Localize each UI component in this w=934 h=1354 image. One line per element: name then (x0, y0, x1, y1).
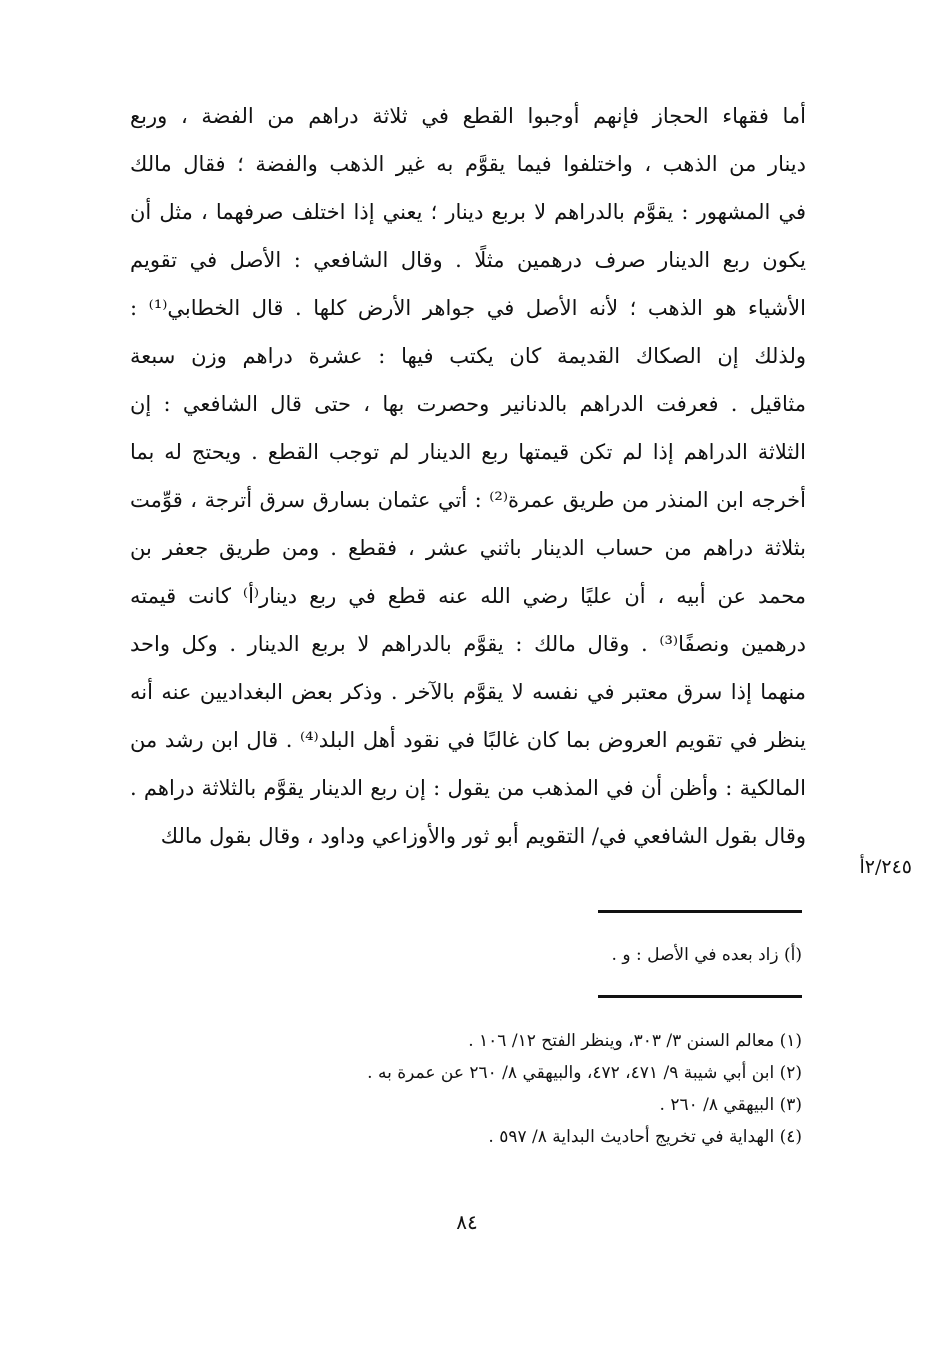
footnote: (٢) ابن أبي شيبة ٩/ ٤٧١، ٤٧٢، والبيهقي ٨/ ٢٦٠ عن عمرة به . (367, 1063, 802, 1083)
text-line: أخرجه ابن المنذر من طريق عمرة⁽²⁾ : أتي عثمان بسارق سرق أترجة ، قوِّمت (130, 488, 806, 512)
text-line: وقال بقول الشافعي في/ التقويم أبو ثور والأوزاعي وداود ، وقال بقول مالك (160, 824, 806, 848)
footnote-divider (598, 995, 802, 998)
text-line: محمد عن أبيه ، أن عليًا رضي الله عنه قطع في ربع دينار⁽أ⁾ كانت قيمته (130, 584, 806, 608)
editor-note: (أ) زاد بعده في الأصل : و . (611, 945, 802, 965)
text-line: المالكية : وأظن أن في المذهب من يقول : إن ربع الدينار يقوَّم بالثلاثة دراهم . (130, 776, 806, 800)
footnote: (١) معالم السنن ٣/ ٣٠٣، وينظر الفتح ١٢/ ١٠٦ . (468, 1031, 802, 1051)
footnote-divider (598, 910, 802, 913)
text-line: الأشياء هو الذهب ؛ لأنه الأصل في جواهر الأرض كلها . قال الخطابي⁽¹⁾ : (130, 296, 806, 320)
page-number: ٨٤ (456, 1210, 478, 1234)
manuscript-folio-reference: ٢/٢٤٥أ (859, 856, 912, 878)
text-line: درهمين ونصفًا⁽³⁾ . وقال مالك : يقوَّم بالدراهم لا بربع الدينار . وكل واحد (130, 632, 806, 656)
text-line: أما فقهاء الحجاز فإنهم أوجبوا القطع في ثلاثة دراهم من الفضة ، وربع (130, 104, 806, 128)
text-line: الثلاثة الدراهم إذا لم تكن قيمتها ربع الدينار لم توجب القطع . ويحتج له بما (130, 440, 806, 464)
text-line: في المشهور : يقوَّم بالدراهم لا بربع دينار ؛ يعني إذا اختلف صرفهما ، مثل أن (130, 200, 806, 224)
text-line: بثلاثة دراهم من حساب الدينار باثني عشر ، فقطع . ومن طريق جعفر بن (130, 536, 806, 560)
main-text (130, 92, 806, 860)
text-line: ينظر في تقويم العروض بما كان غالبًا في نقود أهل البلد⁽⁴⁾ . قال ابن رشد من (130, 728, 806, 752)
text-line: دينار من الذهب ، واختلفوا فيما يقوَّم به غير الذهب والفضة ؛ فقال مالك (130, 152, 806, 176)
footnotes (250, 1025, 802, 1153)
text-line: ولذلك إن الصكاك القديمة كان يكتب فيها : عشرة دراهم وزن سبعة (130, 344, 806, 368)
footnote: (٣) البيهقي ٨/ ٢٦٠ . (659, 1095, 802, 1115)
text-line: يكون ربع الدينار صرف درهمين مثلًا . وقال الشافعي : الأصل في تقويم (130, 248, 806, 272)
text-line: منهما إذا سرق معتبر في نفسه لا يقوَّم بالآخر . وذكر بعض البغداديين عنه أنه (130, 680, 806, 704)
footnote: (٤) الهداية في تخريج أحاديث البداية ٨/ ٥٩٧ . (488, 1127, 802, 1147)
text-line: مثاقيل . فعرفت الدراهم بالدنانير وحصرت بها ، حتى قال الشافعي : إن (130, 392, 806, 416)
